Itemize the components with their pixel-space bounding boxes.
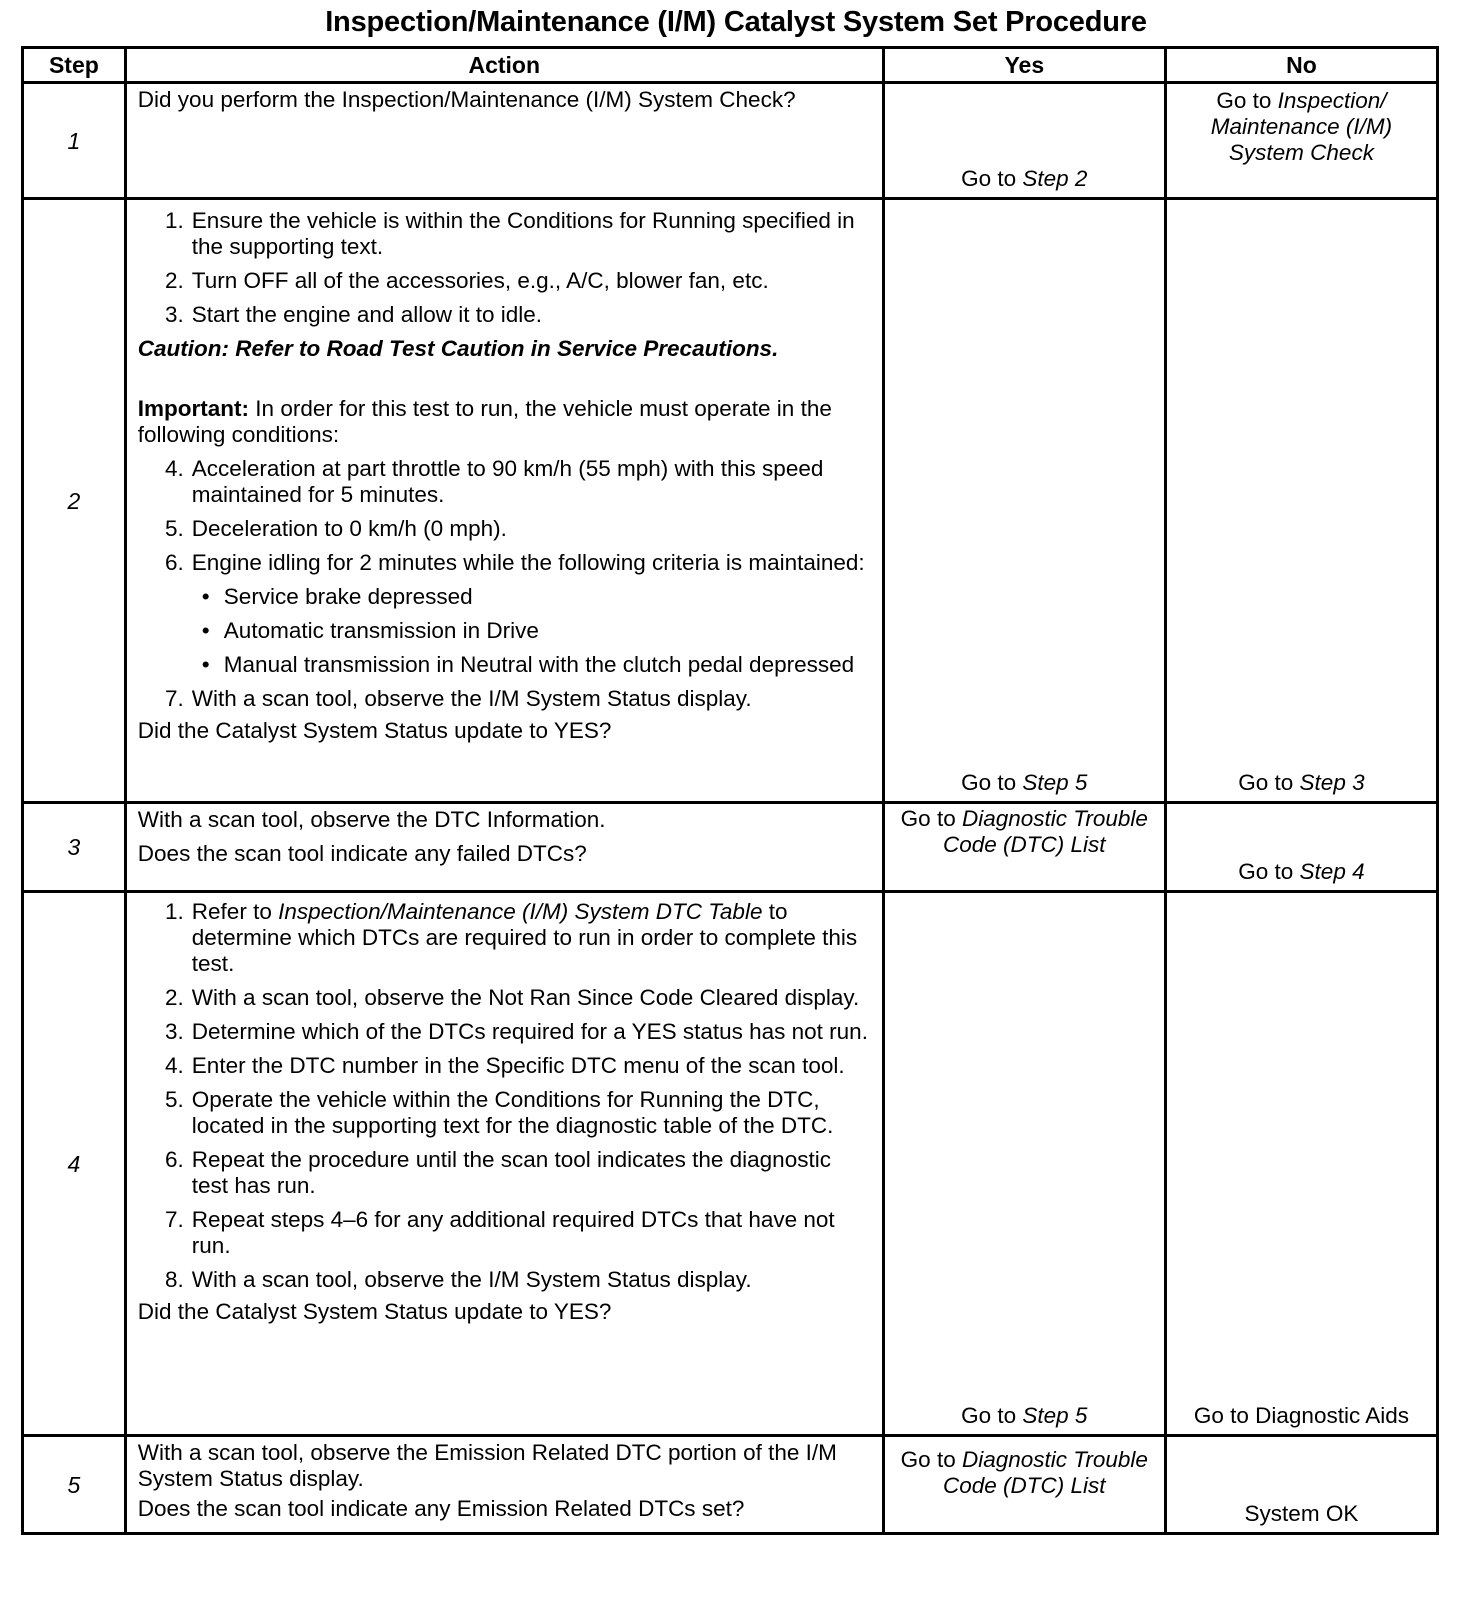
action-text: With a scan tool, observe the Emission Related DTC portion of the I/M System Status display. xyxy=(137,1440,837,1491)
table-row xyxy=(23,803,1438,892)
system-check-link[interactable]: Inspection/ Maintenance (I/M) System Check xyxy=(1210,88,1393,165)
table-row xyxy=(23,1436,1438,1534)
yes-cell: Go to Step 2 xyxy=(883,83,1165,199)
no-cell xyxy=(1165,892,1437,1436)
step-number: 1 xyxy=(23,83,126,199)
step-link[interactable]: Step 3 xyxy=(1299,770,1365,795)
list-item: 3. Determine which of the DTCs required for a YES status has not run. xyxy=(165,1019,868,1044)
question-text: Did the Catalyst System Status update to YES? xyxy=(137,718,612,743)
instruction-list xyxy=(138,899,872,1293)
header-step: Step xyxy=(23,48,126,83)
question-text: Did the Catalyst System Status update to YES? xyxy=(137,1299,612,1324)
list-item: 1. Refer to Inspection/Maintenance (I/M) System DTC Table to determine which DTCs are required to run in order to complete this test. xyxy=(165,899,858,976)
instruction-list xyxy=(138,686,872,712)
action-text: With a scan tool, observe the DTC Information. xyxy=(137,807,606,832)
list-item: 6. Repeat the procedure until the scan tool indicates the diagnostic test has run. xyxy=(165,1147,831,1198)
table-row xyxy=(23,199,1438,803)
list-item: 4. Acceleration at part throttle to 90 km/h (55 mph) with this speed maintained for 5 minutes. xyxy=(165,456,824,507)
list-item: 6. Engine idling for 2 minutes while the following criteria is maintained: xyxy=(165,550,865,575)
important-note: Important: In order for this test to run, the vehicle must operate in the following conditions: xyxy=(137,396,832,447)
bullet-item: • Service brake depressed xyxy=(201,584,473,609)
step-link[interactable]: Step 4 xyxy=(1299,859,1365,884)
page-title: Inspection/Maintenance (I/M) Catalyst System Set Procedure xyxy=(325,6,1147,38)
yes-cell: Go to Diagnostic Trouble Code (DTC) List xyxy=(883,803,1165,892)
table-row xyxy=(23,83,1438,199)
step-link[interactable]: Step 5 xyxy=(1022,770,1088,795)
action-cell xyxy=(125,803,883,892)
system-ok-text: System OK xyxy=(1244,1501,1359,1526)
header-no: No xyxy=(1165,48,1437,83)
yes-cell: Go to Step 5 xyxy=(883,892,1165,1436)
bullet-item: • Manual transmission in Neutral with the clutch pedal depressed xyxy=(201,652,855,677)
dtc-list-link[interactable]: Diagnostic Trouble Code (DTC) List xyxy=(943,806,1148,857)
table-row xyxy=(23,892,1438,1436)
instruction-list xyxy=(138,208,872,328)
question-text: Does the scan tool indicate any failed DTCs? xyxy=(137,841,587,866)
list-item: 1. Ensure the vehicle is within the Conditions for Running specified in the supporting text. xyxy=(165,208,855,259)
step-number: 3 xyxy=(23,803,126,892)
question-text: Does the scan tool indicate any Emission Related DTCs set? xyxy=(137,1496,745,1521)
action-cell xyxy=(125,892,883,1436)
no-cell: Go to Step 3 xyxy=(1165,199,1437,803)
list-item: 3. Start the engine and allow it to idle. xyxy=(165,302,543,327)
step-link[interactable]: Step 2 xyxy=(1022,166,1088,191)
caution-note: Caution: Refer to Road Test Caution in Service Precautions. xyxy=(137,336,779,361)
yes-cell: Go to Step 5 xyxy=(883,199,1165,803)
dtc-list-link[interactable]: Diagnostic Trouble Code (DTC) List xyxy=(943,1447,1148,1498)
table-header-row xyxy=(23,48,1438,83)
list-item: 5. Operate the vehicle within the Conditions for Running the DTC, located in the supporting text for the diagnostic table of the DTC. xyxy=(165,1087,834,1138)
action-cell xyxy=(125,83,883,199)
no-cell xyxy=(1165,1436,1437,1534)
bullet-item: • Automatic transmission in Drive xyxy=(201,618,539,643)
list-item: 5. Deceleration to 0 km/h (0 mph). xyxy=(165,516,507,541)
step-number: 5 xyxy=(23,1436,126,1534)
list-item: 2. Turn OFF all of the accessories, e.g., A/C, blower fan, etc. xyxy=(165,268,769,293)
criteria-list xyxy=(138,584,872,678)
header-action: Action xyxy=(125,48,883,83)
list-item: 7. Repeat steps 4–6 for any additional required DTCs that have not run. xyxy=(165,1207,835,1258)
action-cell xyxy=(125,1436,883,1534)
question-text: Did you perform the Inspection/Maintenance (I/M) System Check? xyxy=(137,87,796,112)
no-cell: Go to Step 4 xyxy=(1165,803,1437,892)
list-item: 8. With a scan tool, observe the I/M System Status display. xyxy=(165,1267,752,1292)
list-item: 4. Enter the DTC number in the Specific DTC menu of the scan tool. xyxy=(165,1053,845,1078)
dtc-table-link[interactable]: Inspection/Maintenance (I/M) System DTC Table xyxy=(278,899,763,924)
instruction-list xyxy=(138,456,872,576)
list-item: 2. With a scan tool, observe the Not Ran Since Code Cleared display. xyxy=(165,985,860,1010)
step-link[interactable]: Step 5 xyxy=(1022,1403,1088,1428)
step-number: 2 xyxy=(23,199,126,803)
list-item: 7. With a scan tool, observe the I/M System Status display. xyxy=(165,686,752,711)
action-cell xyxy=(125,199,883,803)
diagnostic-aids-link[interactable]: Go to Diagnostic Aids xyxy=(1193,1403,1409,1428)
step-number: 4 xyxy=(23,892,126,1436)
header-yes: Yes xyxy=(883,48,1165,83)
no-cell: Go to Inspection/ Maintenance (I/M) System Check xyxy=(1165,83,1437,199)
yes-cell: Go to Diagnostic Trouble Code (DTC) List xyxy=(883,1436,1165,1534)
procedure-table xyxy=(21,46,1439,1535)
